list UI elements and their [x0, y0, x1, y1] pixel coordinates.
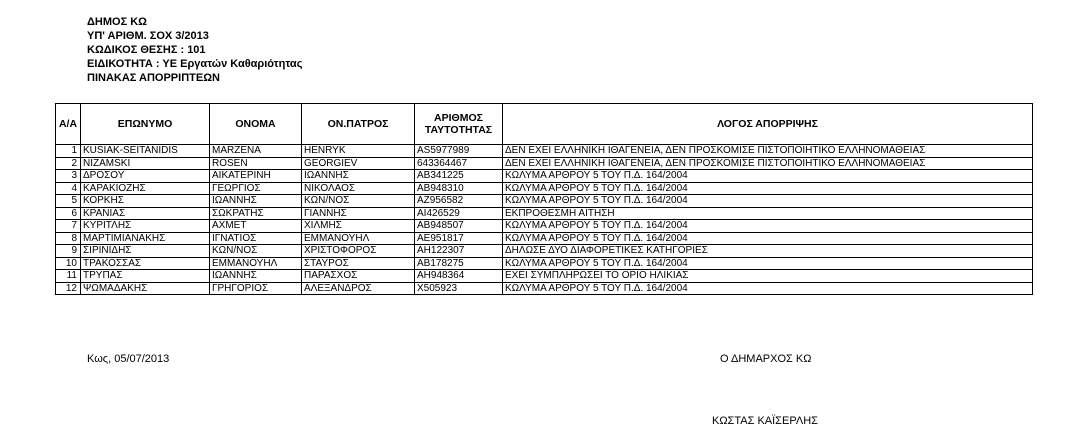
id-number-cell: ΑΕ951817 — [415, 232, 503, 245]
list-title: ΠΙΝΑΚΑΣ ΑΠΟΡΡΙΠΤΕΩΝ — [87, 72, 220, 84]
surname-cell: ΚΑΡΑΚΙΟΖΗΣ — [81, 182, 210, 195]
surname-cell: ΤΡΑΚΟΣΣΑΣ — [81, 257, 210, 270]
name-cell: ΣΩΚΡΑΤΗΣ — [210, 207, 302, 220]
father-name-cell: ΙΩΑΝΝΗΣ — [302, 170, 415, 183]
father-name-cell: HENRYK — [302, 145, 415, 158]
column-header-aa: Α/Α — [56, 104, 81, 145]
table-body — [56, 145, 1033, 295]
rejected-candidates-table — [55, 103, 1033, 295]
name-cell: ΑΧΜΕΤ — [210, 220, 302, 233]
rejection-reason-cell: ΕΧΕΙ ΣΥΜΠΛΗΡΩΣΕΙ ΤΟ ΟΡΙΟ ΗΛΙΚΙΑΣ — [503, 270, 1033, 283]
id-number-cell: Χ505923 — [415, 282, 503, 295]
column-header-name: ΟΝΟΜΑ — [210, 104, 302, 145]
name-cell: ΚΩΝ/ΝΟΣ — [210, 245, 302, 258]
id-number-cell: ΑΙ426529 — [415, 207, 503, 220]
row-number: 2 — [56, 157, 81, 170]
table-row — [56, 195, 1033, 208]
table-row — [56, 182, 1033, 195]
table-row — [56, 207, 1033, 220]
father-name-cell: ΕΜΜΑΝΟΥΗΛ — [302, 232, 415, 245]
surname-cell: ΚΟΡΚΗΣ — [81, 195, 210, 208]
name-cell: ROSEN — [210, 157, 302, 170]
id-number-cell: 643364467 — [415, 157, 503, 170]
father-name-cell: GEORGIEV — [302, 157, 415, 170]
rejection-reason-cell: ΚΩΛΥΜΑ ΑΡΘΡΟΥ 5 ΤΟΥ Π.Δ. 164/2004 — [503, 195, 1033, 208]
id-number-cell: ΑΒ341225 — [415, 170, 503, 183]
father-name-cell: ΠΑΡΑΣΧΟΣ — [302, 270, 415, 283]
table-row — [56, 157, 1033, 170]
surname-cell: ΤΡΥΠΑΣ — [81, 270, 210, 283]
table-row — [56, 257, 1033, 270]
father-name-cell: ΧΙΛΜΗΣ — [302, 220, 415, 233]
id-number-cell: ΑΗ948364 — [415, 270, 503, 283]
rejection-reason-cell: ΚΩΛΥΜΑ ΑΡΘΡΟΥ 5 ΤΟΥ Π.Δ. 164/2004 — [503, 282, 1033, 295]
surname-cell: ΨΩΜΑΔΑΚΗΣ — [81, 282, 210, 295]
table-row — [56, 220, 1033, 233]
rejection-reason-cell: ΚΩΛΥΜΑ ΑΡΘΡΟΥ 5 ΤΟΥ Π.Δ. 164/2004 — [503, 232, 1033, 245]
reference-number: ΥΠ' ΑΡΙΘΜ. ΣΟΧ 3/2013 — [87, 30, 209, 42]
surname-cell: ΚΡΑΝΙΑΣ — [81, 207, 210, 220]
row-number: 9 — [56, 245, 81, 258]
table-header-row — [56, 104, 1033, 145]
row-number: 12 — [56, 282, 81, 295]
name-cell: ΑΙΚΑΤΕΡΙΝΗ — [210, 170, 302, 183]
father-name-cell: ΝΙΚΟΛΑΟΣ — [302, 182, 415, 195]
surname-cell: ΜΑΡΤΙΜΙΑΝΑΚΗΣ — [81, 232, 210, 245]
rejection-reason-cell: ΚΩΛΥΜΑ ΑΡΘΡΟΥ 5 ΤΟΥ Π.Δ. 164/2004 — [503, 257, 1033, 270]
father-name-cell: ΣΤΑΥΡΟΣ — [302, 257, 415, 270]
name-cell: ΙΩΑΝΝΗΣ — [210, 270, 302, 283]
table-row — [56, 270, 1033, 283]
document-header — [87, 15, 302, 85]
name-cell: ΙΩΑΝΝΗΣ — [210, 195, 302, 208]
mayor-name: ΚΩΣΤΑΣ ΚΑΪΣΕΡΛΗΣ — [712, 415, 818, 427]
row-number: 4 — [56, 182, 81, 195]
column-header-surname: ΕΠΩΝΥΜΟ — [81, 104, 210, 145]
surname-cell: NIZAMSKI — [81, 157, 210, 170]
municipality-name: ΔΗΜΟΣ ΚΩ — [87, 16, 147, 28]
rejection-reason-cell: ΚΩΛΥΜΑ ΑΡΘΡΟΥ 5 ΤΟΥ Π.Δ. 164/2004 — [503, 220, 1033, 233]
table-row — [56, 282, 1033, 295]
name-cell: ΓΕΩΡΓΙΟΣ — [210, 182, 302, 195]
column-header-father-name: ΟΝ.ΠΑΤΡΟΣ — [302, 104, 415, 145]
row-number: 1 — [56, 145, 81, 158]
column-header-id-number: ΑΡΙΘΜΟΣ ΤΑΥΤΟΤΗΤΑΣ — [415, 104, 503, 145]
name-cell: ΕΜΜΑΝΟΥΗΛ — [210, 257, 302, 270]
name-cell: MARZENA — [210, 145, 302, 158]
id-number-cell: ΑΖ956582 — [415, 195, 503, 208]
surname-cell: KUSIAK-SEITANIDIS — [81, 145, 210, 158]
row-number: 8 — [56, 232, 81, 245]
row-number: 5 — [56, 195, 81, 208]
id-number-cell: ΑΗ122307 — [415, 245, 503, 258]
father-name-cell: ΑΛΕΞΑΝΔΡΟΣ — [302, 282, 415, 295]
table-row — [56, 170, 1033, 183]
id-number-cell: AS5977989 — [415, 145, 503, 158]
surname-cell: ΚΥΡΙΤΛΗΣ — [81, 220, 210, 233]
name-cell: ΓΡΗΓΟΡΙΟΣ — [210, 282, 302, 295]
row-number: 10 — [56, 257, 81, 270]
name-cell: ΙΓΝΑΤΙΟΣ — [210, 232, 302, 245]
place-date: Κως, 05/07/2013 — [87, 353, 170, 365]
row-number: 6 — [56, 207, 81, 220]
table-row — [56, 232, 1033, 245]
row-number: 7 — [56, 220, 81, 233]
table-row — [56, 145, 1033, 158]
father-name-cell: ΧΡΙΣΤΟΦΟΡΟΣ — [302, 245, 415, 258]
surname-cell: ΔΡΟΣΟΥ — [81, 170, 210, 183]
id-number-cell: ΑΒ178275 — [415, 257, 503, 270]
rejection-reason-cell: ΔΕΝ ΕΧΕΙ ΕΛΛΗΝΙΚΗ ΙΘΑΓΕΝΕΙΑ, ΔΕΝ ΠΡΟΣΚΟΜΙΣΕ ΠΙΣΤΟΠΟΙΗΤΙΚΟ ΕΛΛΗΝΟΜΑΘΕΙΑΣ — [503, 145, 1033, 158]
rejection-reason-cell: ΔΗΛΩΣΕ ΔΥΟ ΔΙΑΦΟΡΕΤΙΚΕΣ ΚΑΤΗΓΟΡΙΕΣ — [503, 245, 1033, 258]
rejection-reason-cell: ΚΩΛΥΜΑ ΑΡΘΡΟΥ 5 ΤΟΥ Π.Δ. 164/2004 — [503, 170, 1033, 183]
father-name-cell: ΚΩΝ/ΝΟΣ — [302, 195, 415, 208]
rejection-reason-cell: ΕΚΠΡΟΘΕΣΜΗ ΑΙΤΗΣΗ — [503, 207, 1033, 220]
specialty: ΕΙΔΙΚΟΤΗΤΑ : ΥΕ Εργατών Καθαριότητας — [87, 58, 303, 70]
mayor-title: Ο ΔΗΜΑΡΧΟΣ ΚΩ — [720, 353, 812, 365]
id-number-cell: ΑΒ948310 — [415, 182, 503, 195]
surname-cell: ΣΙΡΙΝΙΔΗΣ — [81, 245, 210, 258]
rejection-reason-cell: ΚΩΛΥΜΑ ΑΡΘΡΟΥ 5 ΤΟΥ Π.Δ. 164/2004 — [503, 182, 1033, 195]
father-name-cell: ΓΙΑΝΝΗΣ — [302, 207, 415, 220]
id-number-cell: ΑΒ948507 — [415, 220, 503, 233]
rejection-reason-cell: ΔΕΝ ΕΧΕΙ ΕΛΛΗΝΙΚΗ ΙΘΑΓΕΝΕΙΑ, ΔΕΝ ΠΡΟΣΚΟΜΙΣΕ ΠΙΣΤΟΠΟΙΗΤΙΚΟ ΕΛΛΗΝΟΜΑΘΕΙΑΣ — [503, 157, 1033, 170]
row-number: 11 — [56, 270, 81, 283]
row-number: 3 — [56, 170, 81, 183]
column-header-rejection-reason: ΛΟΓΟΣ ΑΠΟΡΡΙΨΗΣ — [503, 104, 1033, 145]
table-row — [56, 245, 1033, 258]
position-code: ΚΩΔΙΚΟΣ ΘΕΣΗΣ : 101 — [87, 44, 206, 56]
